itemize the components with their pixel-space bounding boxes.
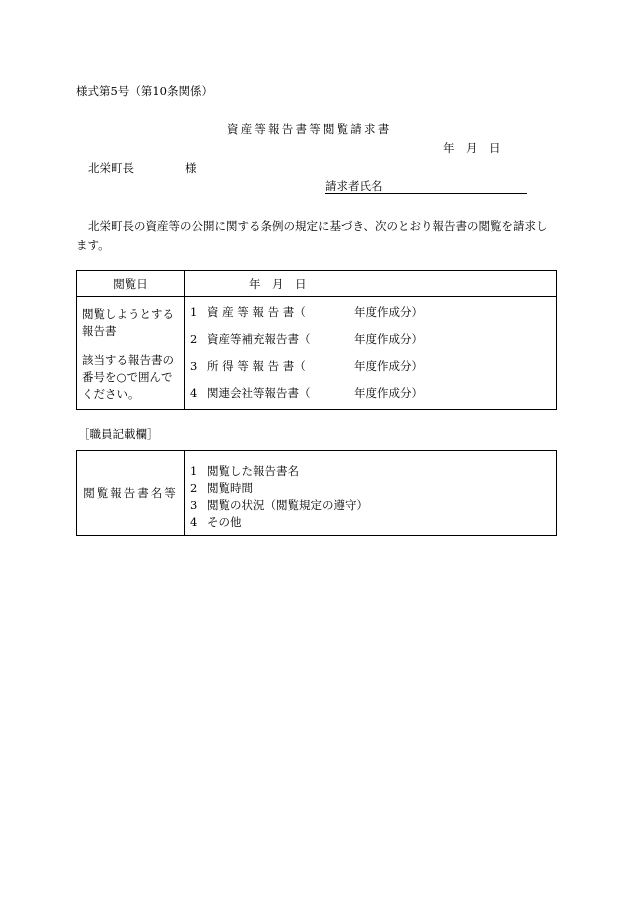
requester-label-underline bbox=[325, 193, 389, 194]
view-date-field[interactable]: 年 月 日 bbox=[185, 271, 557, 297]
report-label-cell bbox=[77, 297, 185, 410]
report-option-year: 年度作成分） bbox=[354, 332, 423, 346]
report-option-year: 年度作成分） bbox=[354, 386, 423, 400]
report-option-year: 年度作成分） bbox=[354, 359, 423, 373]
report-options-cell bbox=[185, 297, 557, 410]
staff-item-number: 1 bbox=[190, 464, 198, 478]
report-option-name: 資産等補充報告書（ bbox=[207, 332, 311, 346]
staff-item-text: その他 bbox=[207, 515, 242, 529]
report-option-2[interactable] bbox=[185, 326, 556, 353]
staff-item-number: 2 bbox=[190, 481, 198, 495]
report-option-number: 1 bbox=[190, 305, 198, 319]
report-option-name: 関連会社等報告書（ bbox=[207, 386, 311, 400]
report-option-1[interactable] bbox=[185, 299, 556, 326]
staff-label: 閲覧報告書名等 bbox=[77, 451, 185, 536]
requester-label: 請求者氏名 bbox=[325, 179, 383, 193]
document-title: 資産等報告書等閲覧請求書 bbox=[227, 122, 392, 136]
report-option-number: 4 bbox=[190, 386, 198, 400]
form-number: 様式第5号（第10条関係） bbox=[76, 84, 213, 98]
request-date-line: 年 月 日 bbox=[443, 141, 501, 155]
addressee-name: 北栄町長 bbox=[88, 161, 134, 175]
staff-item-number: 4 bbox=[190, 515, 198, 529]
staff-item-text: 閲覧した報告書名 bbox=[207, 464, 299, 478]
report-option-name: 資 産 等 報 告 書（ bbox=[207, 305, 306, 319]
staff-item-number: 3 bbox=[190, 498, 198, 512]
report-select-row bbox=[77, 297, 557, 410]
staff-table bbox=[76, 450, 557, 536]
report-option-name: 所 得 等 報 告 書（ bbox=[207, 359, 306, 373]
view-date-row bbox=[77, 271, 557, 297]
staff-item-4 bbox=[190, 514, 556, 531]
requester-signature-line[interactable] bbox=[389, 193, 527, 194]
report-option-4[interactable] bbox=[185, 380, 556, 407]
report-option-number: 3 bbox=[190, 359, 198, 373]
staff-row bbox=[77, 451, 557, 536]
staff-item-text: 閲覧時間 bbox=[207, 481, 253, 495]
report-instruction: 該当する報告書の番号を○で囲んでください。 bbox=[82, 353, 174, 401]
report-label: 閲覧しようとする報告書 bbox=[82, 307, 174, 338]
view-date-label: 閲覧日 bbox=[77, 271, 185, 297]
staff-item-2 bbox=[190, 480, 556, 497]
staff-item-text: 閲覧の状況（閲覧規定の遵守） bbox=[207, 498, 368, 512]
staff-items-cell[interactable] bbox=[185, 451, 557, 536]
request-body-text: 北栄町長の資産等の公開に関する条例の規定に基づき、次のとおり報告書の閲覧を請求します。 bbox=[76, 219, 548, 252]
staff-item-3 bbox=[190, 497, 556, 514]
report-option-number: 2 bbox=[190, 332, 198, 346]
staff-item-1 bbox=[190, 463, 556, 480]
request-table bbox=[76, 270, 557, 410]
report-option-year: 年度作成分） bbox=[354, 305, 423, 319]
addressee-honorific: 様 bbox=[185, 161, 197, 175]
report-option-3[interactable] bbox=[185, 353, 556, 380]
staff-section-title: ［職員記載欄］ bbox=[78, 427, 159, 441]
